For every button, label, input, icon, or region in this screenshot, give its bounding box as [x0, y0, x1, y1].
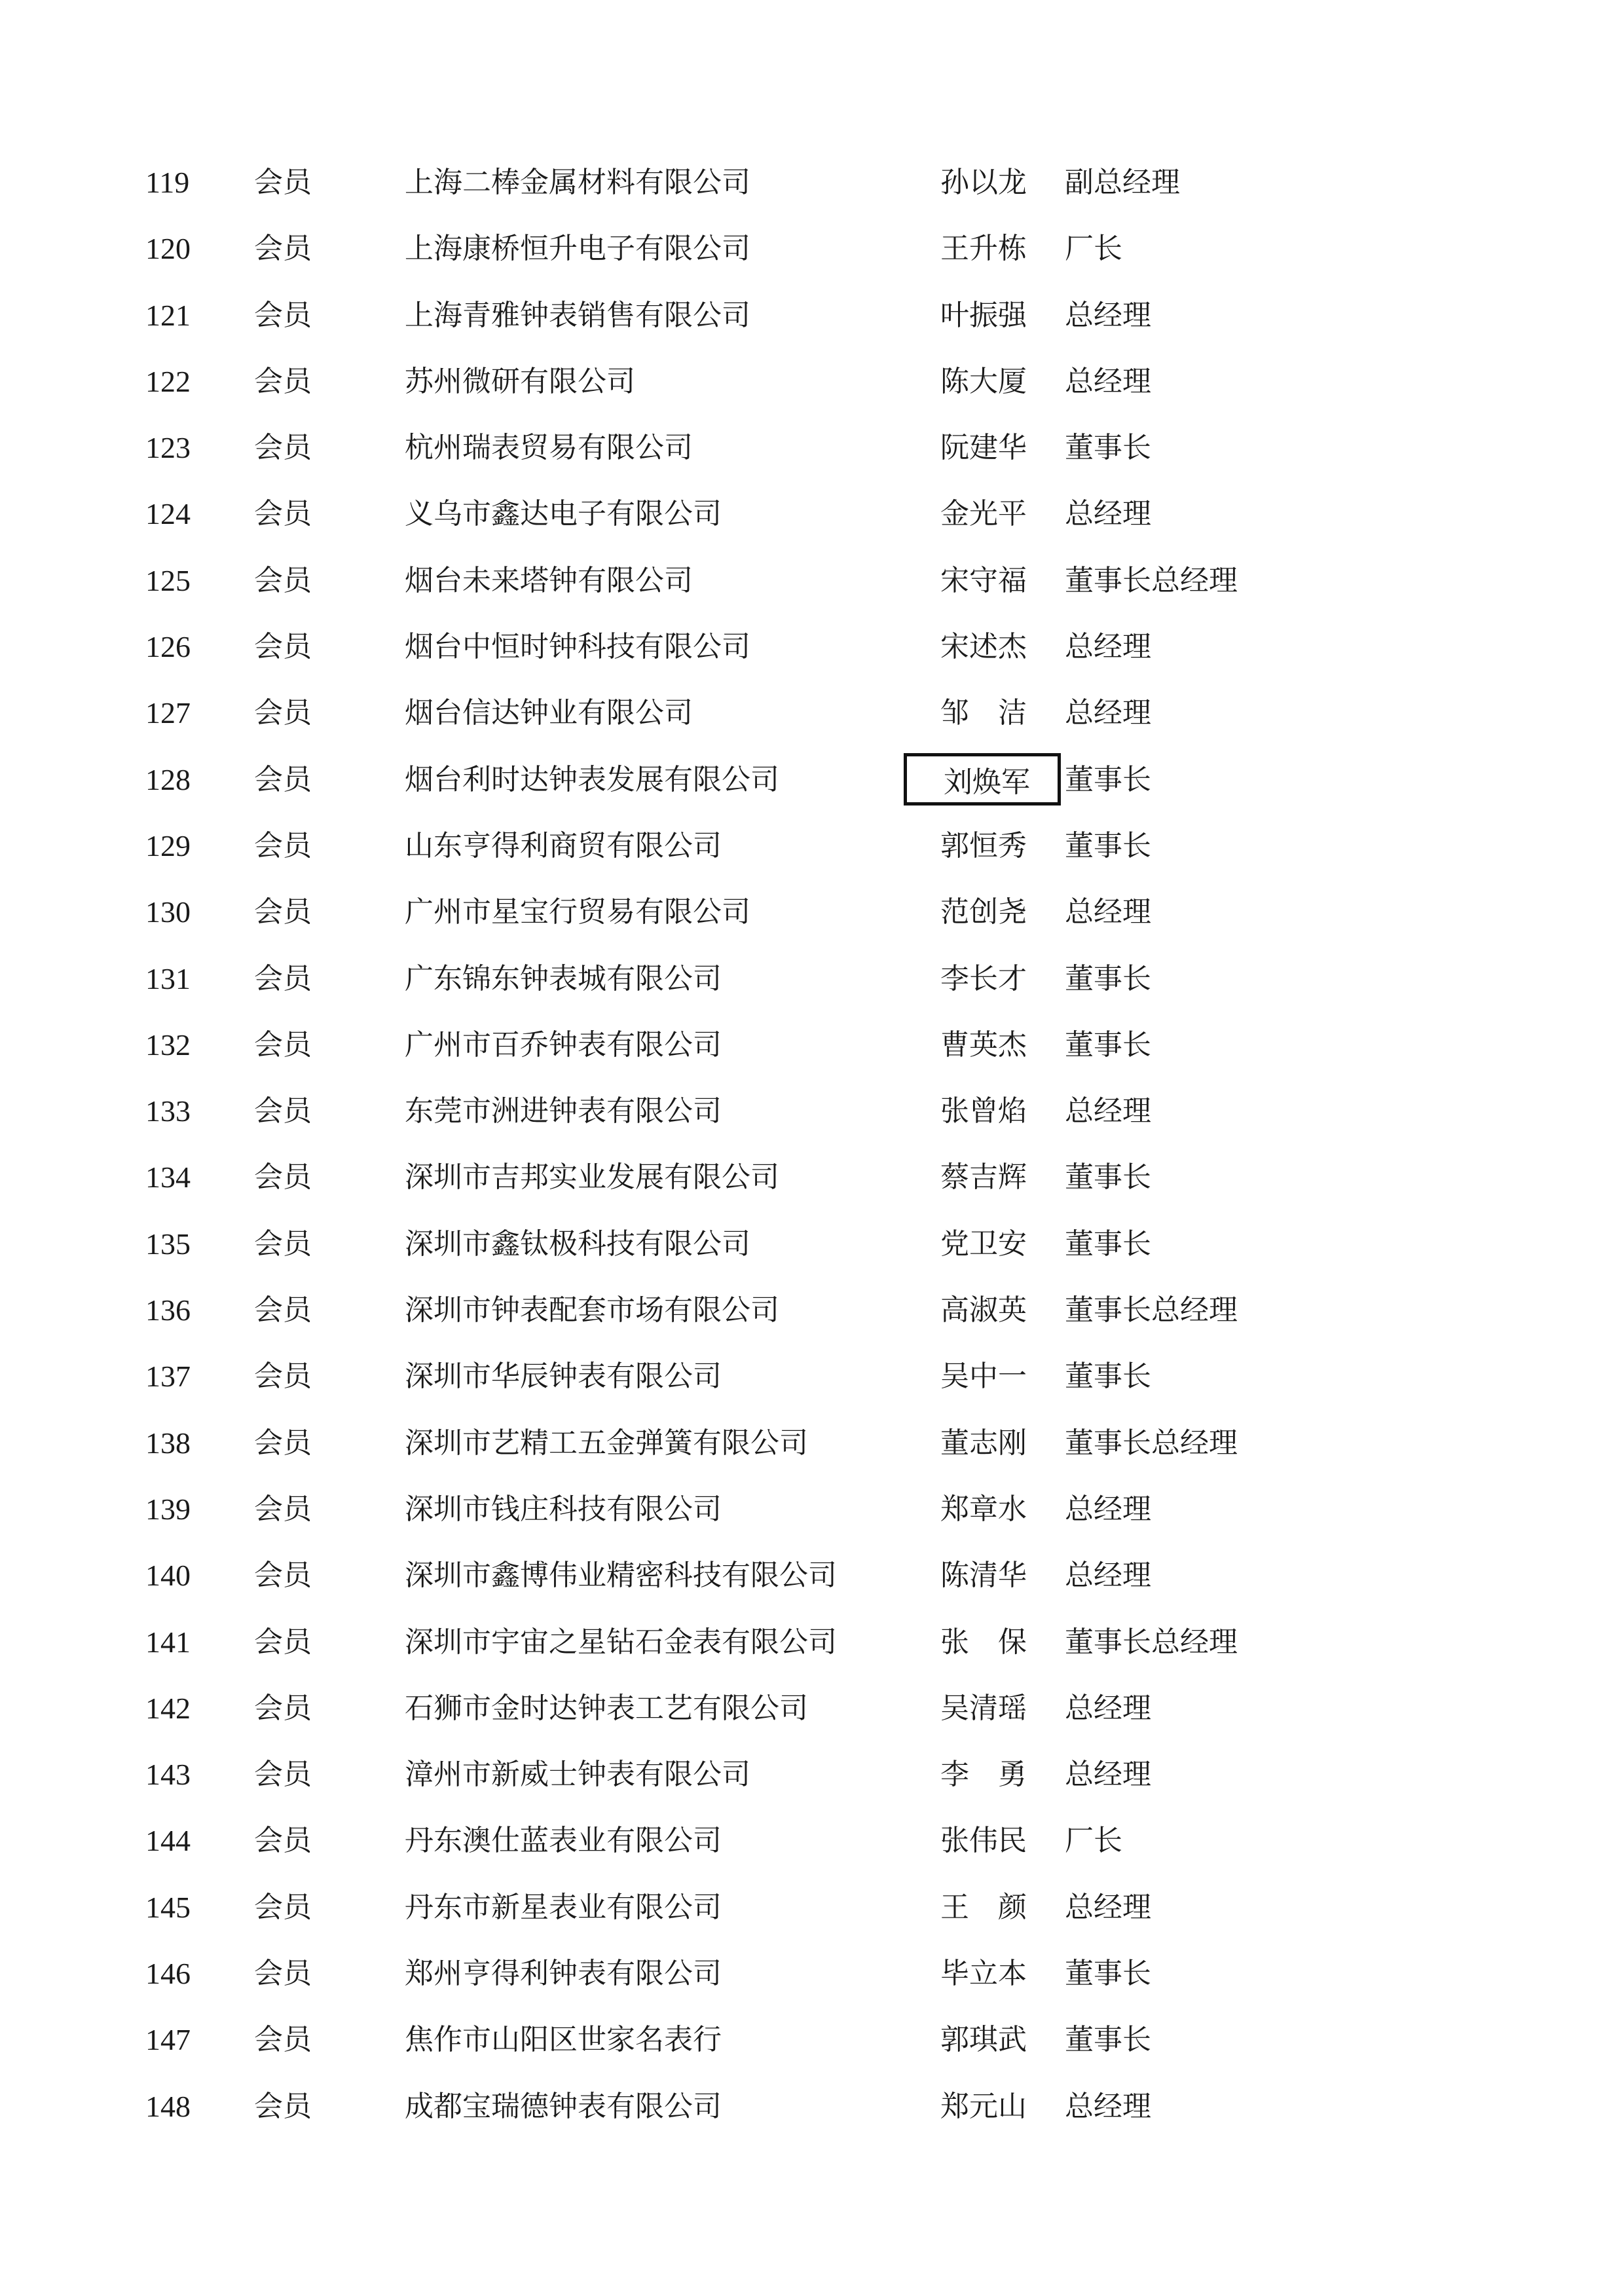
member-type: 会员 [254, 2089, 312, 2123]
table-row [0, 1741, 1624, 1807]
contact-title: 董事长 [1065, 1160, 1151, 1194]
contact-name: 郑元山 [940, 2089, 1027, 2123]
row-number: 148 [145, 2089, 191, 2123]
row-number: 145 [145, 1890, 191, 1924]
member-type: 会员 [254, 1028, 312, 1062]
member-type: 会员 [254, 1094, 312, 1128]
contact-title: 厂长 [1065, 232, 1122, 266]
company-name: 烟台未来塔钟有限公司 [405, 563, 693, 597]
company-name: 丹东澳仕蓝表业有限公司 [405, 1824, 722, 1858]
contact-name: 宋述杰 [940, 630, 1027, 664]
contact-name: 高淑英 [940, 1293, 1027, 1327]
company-name: 郑州亨得利钟表有限公司 [405, 1957, 722, 1991]
table-row [0, 1675, 1624, 1741]
member-type: 会员 [254, 298, 312, 332]
company-name: 丹东市新星表业有限公司 [405, 1890, 722, 1924]
row-number: 137 [145, 1360, 191, 1394]
contact-title: 总经理 [1065, 1094, 1151, 1128]
contact-name: 王升栋 [940, 232, 1027, 266]
member-type: 会员 [254, 1957, 312, 1991]
company-name: 深圳市宇宙之星钻石金表有限公司 [405, 1625, 837, 1659]
row-number: 140 [145, 1559, 191, 1593]
contact-title: 总经理 [1065, 298, 1151, 332]
contact-name: 张 保 [940, 1625, 1027, 1659]
row-number: 146 [145, 1957, 191, 1991]
table-row [0, 747, 1624, 813]
company-name: 山东亨得利商贸有限公司 [405, 828, 722, 862]
row-number: 127 [145, 696, 191, 730]
row-number: 144 [145, 1824, 191, 1858]
row-number: 138 [145, 1426, 191, 1460]
member-type: 会员 [254, 1758, 312, 1792]
company-name: 成都宝瑞德钟表有限公司 [405, 2089, 722, 2123]
contact-name: 孙以龙 [940, 166, 1027, 199]
table-row [0, 1542, 1624, 1608]
contact-name: 李 勇 [940, 1758, 1027, 1792]
table-row [0, 2073, 1624, 2139]
contact-name: 李长才 [940, 961, 1027, 995]
row-number: 132 [145, 1028, 191, 1062]
contact-title: 总经理 [1065, 1492, 1151, 1526]
contact-title: 董事长 [1065, 961, 1151, 995]
company-name: 深圳市钱庄科技有限公司 [405, 1492, 722, 1526]
company-name: 深圳市鑫钛极科技有限公司 [405, 1227, 750, 1261]
contact-title: 董事长 [1065, 828, 1151, 862]
contact-title: 董事长 [1065, 1028, 1151, 1062]
row-number: 139 [145, 1492, 191, 1526]
contact-title: 董事长总经理 [1065, 1293, 1238, 1327]
member-type: 会员 [254, 1824, 312, 1858]
table-row [0, 1078, 1624, 1144]
company-name: 深圳市鑫博伟业精密科技有限公司 [405, 1559, 837, 1593]
table-row [0, 1609, 1624, 1675]
contact-title: 总经理 [1065, 696, 1151, 730]
contact-title: 董事长 [1065, 1957, 1151, 1991]
row-number: 142 [145, 1691, 191, 1725]
table-row [0, 1277, 1624, 1343]
contact-name: 董志刚 [940, 1426, 1027, 1460]
member-type: 会员 [254, 166, 312, 199]
row-number: 122 [145, 364, 191, 398]
company-name: 东莞市洲进钟表有限公司 [405, 1094, 722, 1128]
company-name: 杭州瑞表贸易有限公司 [405, 431, 693, 465]
contact-title: 董事长 [1065, 762, 1151, 796]
table-row [0, 348, 1624, 415]
member-type: 会员 [254, 1293, 312, 1327]
table-row [0, 1410, 1624, 1476]
contact-name: 叶振强 [940, 298, 1027, 332]
row-number: 123 [145, 431, 191, 465]
company-name: 上海康桥恒升电子有限公司 [405, 232, 750, 266]
contact-name: 郭恒秀 [940, 828, 1027, 862]
contact-name: 毕立本 [940, 1957, 1027, 1991]
table-row [0, 481, 1624, 547]
contact-name: 王 颜 [940, 1890, 1027, 1924]
member-type: 会员 [254, 1426, 312, 1460]
member-type: 会员 [254, 1625, 312, 1659]
row-number: 120 [145, 232, 191, 266]
contact-title: 董事长 [1065, 431, 1151, 465]
contact-name: 邹 洁 [940, 696, 1027, 730]
member-type: 会员 [254, 1691, 312, 1725]
row-number: 143 [145, 1758, 191, 1792]
member-type: 会员 [254, 364, 312, 398]
member-type: 会员 [254, 961, 312, 995]
member-type: 会员 [254, 630, 312, 664]
table-row [0, 282, 1624, 348]
row-number: 141 [145, 1625, 191, 1659]
contact-name: 党卫安 [940, 1227, 1027, 1261]
contact-title: 董事长总经理 [1065, 1426, 1238, 1460]
contact-title: 总经理 [1065, 1559, 1151, 1593]
member-type: 会员 [254, 696, 312, 730]
contact-name: 范创尧 [940, 895, 1027, 929]
row-number: 125 [145, 563, 191, 597]
table-row [0, 1807, 1624, 1874]
member-type: 会员 [254, 828, 312, 862]
row-number: 119 [145, 166, 190, 199]
row-number: 128 [145, 762, 191, 796]
member-type: 会员 [254, 497, 312, 531]
contact-title: 总经理 [1065, 895, 1151, 929]
company-name: 广州市星宝行贸易有限公司 [405, 895, 750, 929]
contact-name: 陈大厦 [940, 364, 1027, 398]
member-type: 会员 [254, 1160, 312, 1194]
table-row [0, 813, 1624, 879]
company-name: 烟台利时达钟表发展有限公司 [405, 762, 779, 796]
company-name: 苏州微研有限公司 [405, 364, 635, 398]
table-row [0, 1940, 1624, 2007]
company-name: 上海二棒金属材料有限公司 [405, 166, 750, 199]
contact-title: 总经理 [1065, 1691, 1151, 1725]
company-name: 深圳市艺精工五金弹簧有限公司 [405, 1426, 808, 1460]
row-number: 135 [145, 1227, 191, 1261]
contact-title: 厂长 [1065, 1824, 1122, 1858]
table-row [0, 1144, 1624, 1210]
company-name: 广州市百乔钟表有限公司 [405, 1028, 722, 1062]
row-number: 134 [145, 1160, 191, 1194]
member-type: 会员 [254, 431, 312, 465]
table-row [0, 1343, 1624, 1409]
table-row [0, 946, 1624, 1012]
row-number: 124 [145, 497, 191, 531]
contact-name: 张伟民 [940, 1824, 1027, 1858]
member-type: 会员 [254, 563, 312, 597]
company-name: 漳州市新威士钟表有限公司 [405, 1758, 750, 1792]
table-row [0, 415, 1624, 481]
table-row [0, 547, 1624, 614]
row-number: 147 [145, 2023, 191, 2057]
contact-name: 蔡吉辉 [940, 1160, 1027, 1194]
contact-name: 陈清华 [940, 1559, 1027, 1593]
contact-title: 副总经理 [1065, 166, 1180, 199]
contact-title: 总经理 [1065, 630, 1151, 664]
contact-title: 总经理 [1065, 1890, 1151, 1924]
contact-title: 董事长 [1065, 1360, 1151, 1394]
table-row [0, 1012, 1624, 1078]
contact-title: 董事长 [1065, 1227, 1151, 1261]
table-row [0, 680, 1624, 746]
member-type: 会员 [254, 762, 312, 796]
row-number: 121 [145, 298, 191, 332]
table-row [0, 879, 1624, 945]
contact-name: 吴清瑶 [940, 1691, 1027, 1725]
table-row [0, 149, 1624, 215]
contact-name: 宋守福 [940, 563, 1027, 597]
contact-title: 董事长总经理 [1065, 1625, 1238, 1659]
contact-name: 吴中一 [940, 1360, 1027, 1394]
member-type: 会员 [254, 2023, 312, 2057]
member-type: 会员 [254, 1360, 312, 1394]
table-row [0, 1874, 1624, 1940]
company-name: 广东锦东钟表城有限公司 [405, 961, 722, 995]
member-type: 会员 [254, 1492, 312, 1526]
contact-name: 郑章水 [940, 1492, 1027, 1526]
table-row [0, 1476, 1624, 1542]
table-row [0, 2007, 1624, 2073]
company-name: 石狮市金时达钟表工艺有限公司 [405, 1691, 808, 1725]
company-name: 深圳市钟表配套市场有限公司 [405, 1293, 779, 1327]
table-row [0, 614, 1624, 680]
contact-title: 董事长总经理 [1065, 563, 1238, 597]
contact-name: 阮建华 [940, 431, 1027, 465]
company-name: 烟台中恒时钟科技有限公司 [405, 630, 750, 664]
table-row [0, 1211, 1624, 1277]
company-name: 焦作市山阳区世家名表行 [405, 2023, 722, 2057]
contact-title: 总经理 [1065, 364, 1151, 398]
contact-title: 总经理 [1065, 1758, 1151, 1792]
row-number: 129 [145, 828, 191, 862]
row-number: 126 [145, 630, 191, 664]
row-number: 130 [145, 895, 191, 929]
contact-title: 总经理 [1065, 497, 1151, 531]
company-name: 深圳市吉邦实业发展有限公司 [405, 1160, 779, 1194]
contact-name: 张曾焰 [940, 1094, 1027, 1128]
table-row [0, 215, 1624, 282]
row-number: 133 [145, 1094, 191, 1128]
member-type: 会员 [254, 1890, 312, 1924]
contact-title: 董事长 [1065, 2023, 1151, 2057]
contact-name: 郭琪武 [940, 2023, 1027, 2057]
contact-title: 总经理 [1065, 2089, 1151, 2123]
member-type: 会员 [254, 1227, 312, 1261]
company-name: 义乌市鑫达电子有限公司 [405, 497, 722, 531]
member-type: 会员 [254, 1559, 312, 1593]
contact-name: 曹英杰 [940, 1028, 1027, 1062]
row-number: 131 [145, 961, 191, 995]
contact-name: 金光平 [940, 497, 1027, 531]
company-name: 深圳市华辰钟表有限公司 [405, 1360, 722, 1394]
row-number: 136 [145, 1293, 191, 1327]
member-type: 会员 [254, 232, 312, 266]
highlighted-contact-name: 刘焕军 [904, 753, 1061, 805]
member-type: 会员 [254, 895, 312, 929]
company-name: 上海青雅钟表销售有限公司 [405, 298, 750, 332]
member-table [0, 149, 1624, 2139]
company-name: 烟台信达钟业有限公司 [405, 696, 693, 730]
